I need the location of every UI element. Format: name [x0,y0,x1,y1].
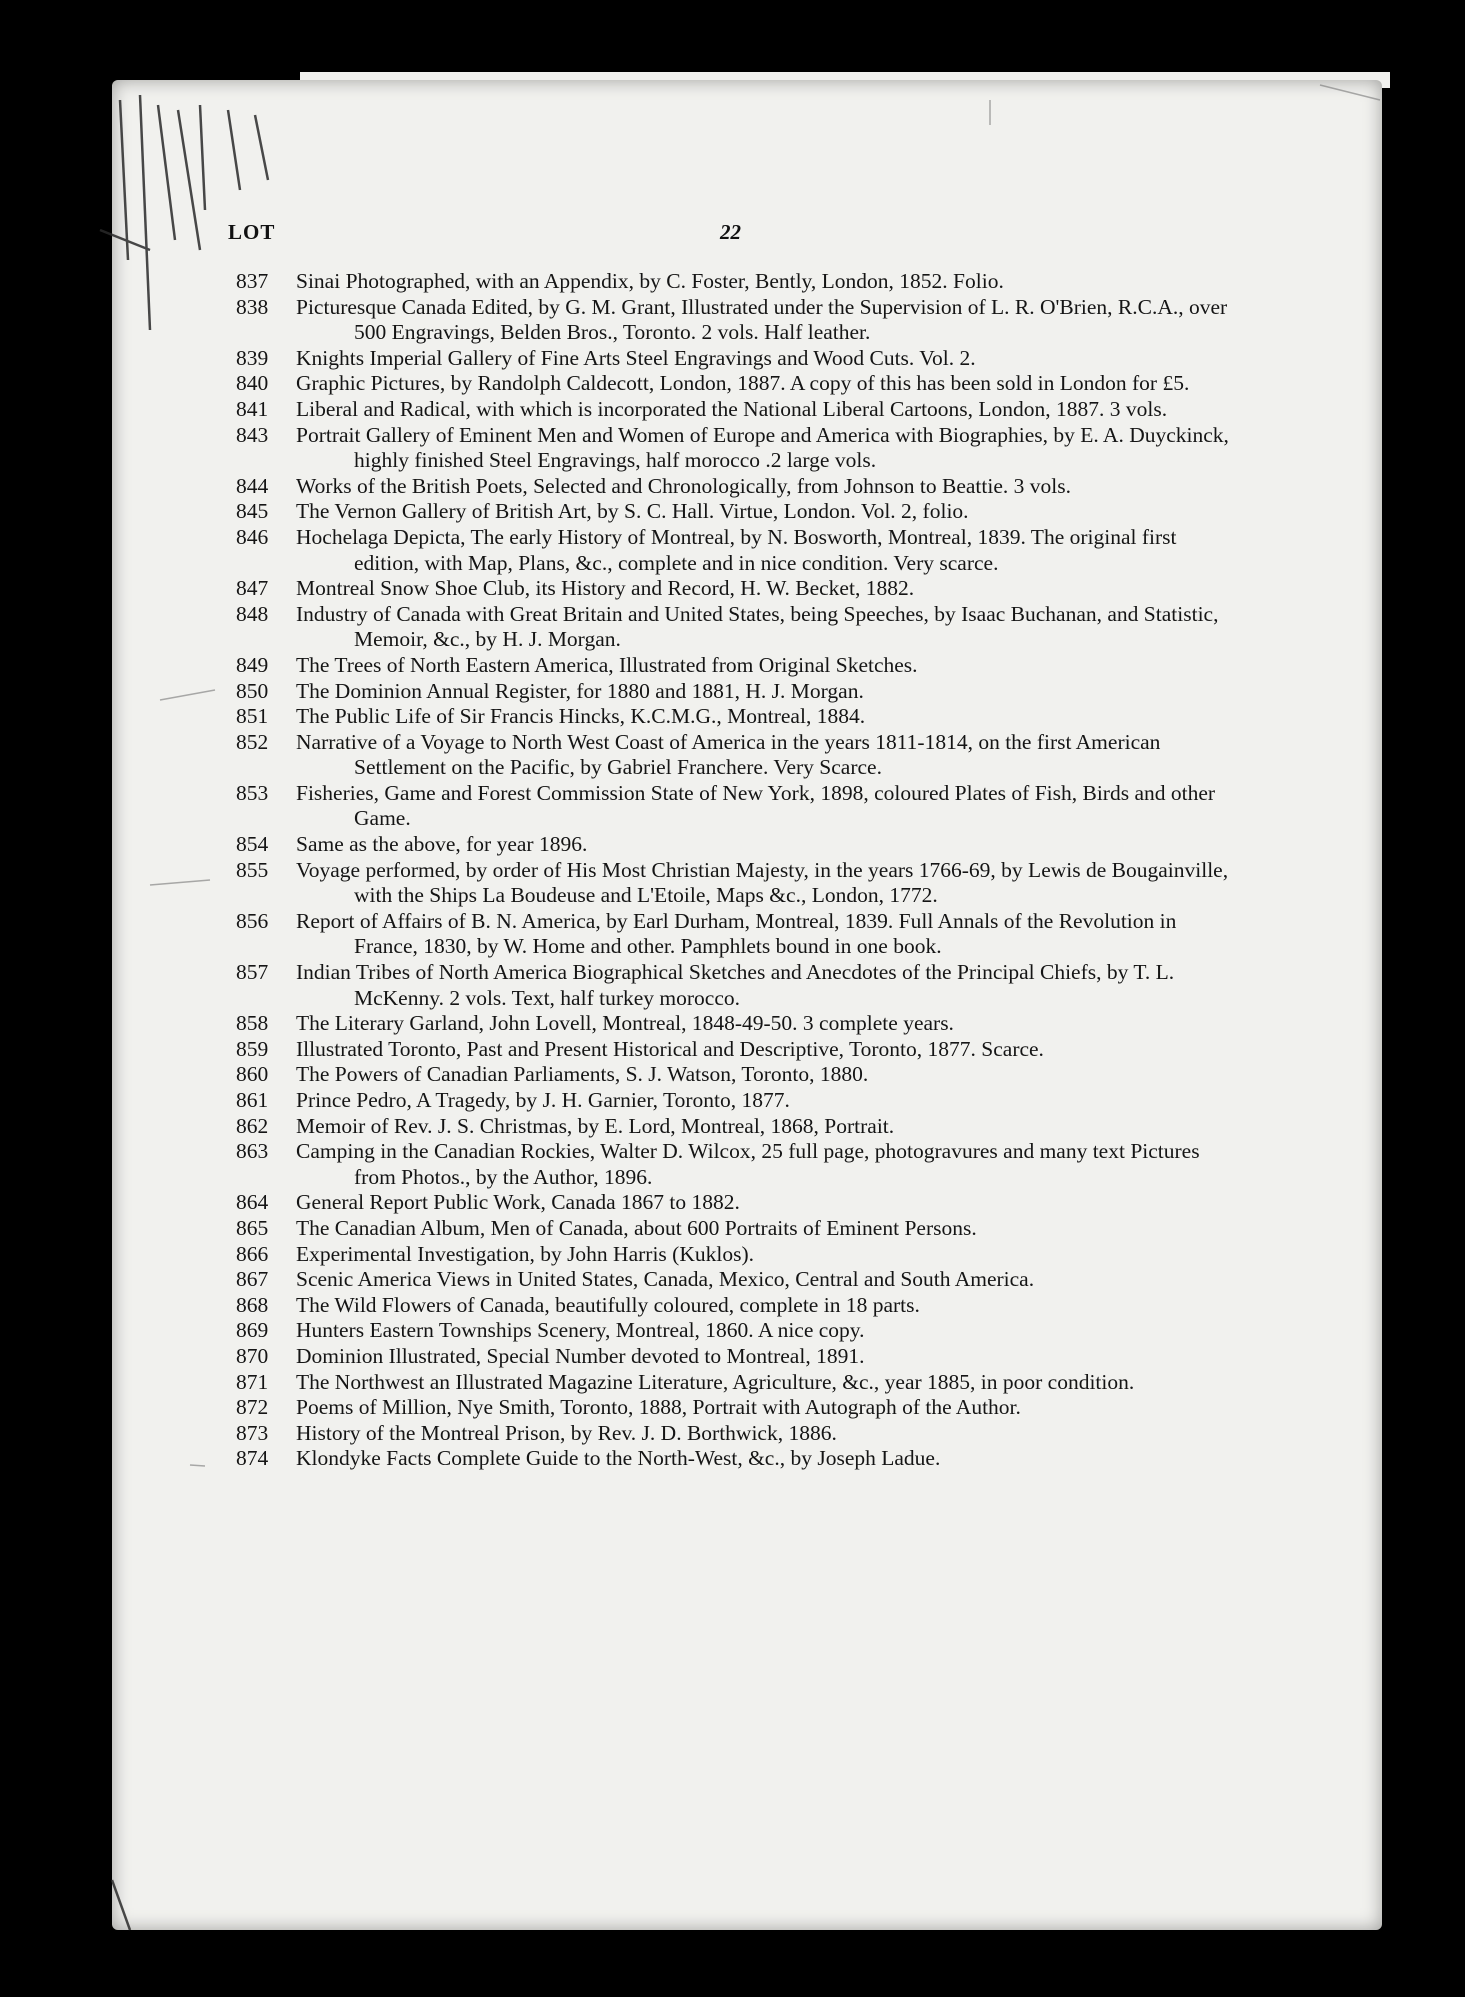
lot-entry [236,858,1244,909]
lot-number: 858 [236,1011,269,1036]
lot-number: 873 [236,1420,269,1445]
lot-entry [236,499,1244,525]
lot-number: 844 [236,473,269,498]
lot-description: Liberal and Radical, with which is incorporated the National Liberal Cartoons, London, 1887. 3 vols. [296,396,1168,421]
lot-description: The Public Life of Sir Francis Hincks, K.C.M.G., Montreal, 1884. [296,704,866,729]
lot-entry [236,576,1244,602]
lot-description: Voyage performed, by order of His Most Christian Majesty, in the years 1766-69, by Lewis de Bougainville, with the Ships La Boudeuse and L'Etoile, Maps &c., London, 1772. [296,857,1229,908]
lot-description: The Canadian Album, Men of Canada, about 600 Portraits of Eminent Persons. [296,1215,977,1240]
lot-number: 868 [236,1292,269,1317]
lot-number: 854 [236,832,269,857]
lot-description: Scenic America Views in United States, Canada, Mexico, Central and South America. [296,1267,1035,1292]
lot-description: Sinai Photographed, with an Appendix, by C. Foster, Bently, London, 1852. Folio. [296,269,1004,293]
lot-number: 861 [236,1088,269,1112]
page-number: 22 [720,220,741,244]
lot-description: Indian Tribes of North America Biographical Sketches and Anecdotes of the Principal Chiefs, by T. L. McKenny. 2 vols. Text, half turkey morocco. [296,960,1175,1010]
lot-entry [236,679,1244,705]
lot-number: 859 [236,1036,269,1061]
lot-entry [236,1318,1244,1344]
lot-number: 856 [236,908,269,933]
lot-description: Same as the above, for year 1896. [296,832,588,857]
lot-number: 864 [236,1190,269,1215]
lot-description: The Northwest an Illustrated Magazine Literature, Agriculture, &c., year 1885, in poor condition. [296,1369,1135,1394]
lot-description: Camping in the Canadian Rockies, Walter D. Wilcox, 25 full page, photogravures and many text Pictures from Photos., by the Author, 1896. [296,1139,1200,1189]
lot-number: 847 [236,576,269,601]
lot-number: 838 [236,294,269,319]
lot-entry [236,1062,1244,1088]
lot-entry [236,781,1244,832]
lot-entry [236,474,1244,500]
lot-description: History of the Montreal Prison, by Rev. J. D. Borthwick, 1886. [296,1420,837,1445]
lot-entry [236,1446,1244,1472]
lot-number: 852 [236,729,269,754]
lot-description: Klondyke Facts Complete Guide to the North-West, &c., by Joseph Ladue. [296,1446,941,1471]
lot-entry [236,909,1244,960]
lot-description: Narrative of a Voyage to North West Coast of America in the years 1811-1814, on the first American Settlement on the Pacific, by Gabriel Franchere. Very Scarce. [296,729,1161,780]
lot-number: 846 [236,524,269,549]
lot-number: 839 [236,345,269,370]
lot-number: 855 [236,857,269,882]
lot-number: 845 [236,499,269,524]
lot-description: Hochelaga Depicta, The early History of Montreal, by N. Bosworth, Montreal, 1839. The original first edition, with Map, Plans, &c., complete and in nice condition. Very scarce. [296,524,1177,575]
lot-entry [236,269,1244,295]
lot-entry [236,730,1244,781]
lot-entry [236,371,1244,397]
lot-number: 870 [236,1343,269,1368]
lot-description: Montreal Snow Shoe Club, its History and Record, H. W. Becket, 1882. [296,576,915,601]
lot-entry [236,602,1244,653]
lot-entry [236,295,1244,346]
lot-number: 857 [236,960,269,985]
lot-entry [236,832,1244,858]
lot-entry [236,423,1244,474]
lot-description: Illustrated Toronto, Past and Present Historical and Descriptive, Toronto, 1877. Scarce. [296,1036,1044,1061]
lot-number: 872 [236,1395,269,1420]
lot-description: Poems of Million, Nye Smith, Toronto, 1888, Portrait with Autograph of the Author. [296,1395,1021,1420]
lot-entry [236,1344,1244,1370]
lot-description: The Trees of North Eastern America, Illustrated from Original Sketches. [296,652,918,677]
lot-description: General Report Public Work, Canada 1867 to 1882. [296,1190,740,1215]
lot-entry [236,1190,1244,1216]
lot-number: 851 [236,704,269,729]
lot-entry [236,1370,1244,1396]
lot-number: 871 [236,1369,269,1394]
lot-description: Knights Imperial Gallery of Fine Arts Steel Engravings and Wood Cuts. Vol. 2. [296,345,976,370]
lot-description: Fisheries, Game and Forest Commission State of New York, 1898, coloured Plates of Fish, Birds and other Game. [296,780,1216,831]
lot-entry [236,704,1244,730]
lot-entry [236,1242,1244,1268]
lot-number: 837 [236,269,269,293]
lot-number: 853 [236,780,269,805]
lot-description: Hunters Eastern Townships Scenery, Montreal, 1860. A nice copy. [296,1318,865,1343]
lot-description: Graphic Pictures, by Randolph Caldecott, London, 1887. A copy of this has been sold in London for £5. [296,371,1190,396]
lot-number: 843 [236,422,269,447]
lot-description: Works of the British Poets, Selected and Chronologically, from Johnson to Beattie. 3 vols. [296,473,1071,498]
lot-description: The Literary Garland, John Lovell, Montreal, 1848-49-50. 3 complete years. [296,1011,954,1036]
lot-number: 850 [236,678,269,703]
lot-entry [236,1395,1244,1421]
lot-number: 860 [236,1062,269,1087]
lot-entry [236,960,1244,1011]
lot-number: 862 [236,1113,269,1138]
lot-description: Portrait Gallery of Eminent Men and Women of Europe and America with Biographies, by E. A. Duyckinck, highly finished Steel Engravings, half morocco .2 large vols. [296,422,1229,473]
lot-entry [236,1216,1244,1242]
lot-entry [236,1037,1244,1063]
lot-number: 865 [236,1215,269,1240]
lot-number: 867 [236,1267,269,1292]
lot-list [236,269,1244,1472]
lot-entry [236,1088,1244,1114]
lot-description: The Powers of Canadian Parliaments, S. J. Watson, Toronto, 1880. [296,1062,869,1087]
lot-entry [236,653,1244,679]
lot-entry [236,1267,1244,1293]
lot-number: 863 [236,1139,269,1164]
lot-description: Prince Pedro, A Tragedy, by J. H. Garnier, Toronto, 1877. [296,1088,790,1112]
lot-number: 840 [236,371,269,396]
lot-entry [236,1114,1244,1140]
lot-column-heading: LOT [228,220,276,244]
lot-number: 866 [236,1241,269,1266]
lot-description: Experimental Investigation, by John Harris (Kuklos). [296,1241,754,1266]
lot-number: 849 [236,652,269,677]
lot-number: 848 [236,601,269,626]
lot-number: 869 [236,1318,269,1343]
lot-description: The Dominion Annual Register, for 1880 and 1881, H. J. Morgan. [296,678,864,703]
lot-entry [236,397,1244,423]
lot-description: Report of Affairs of B. N. America, by Earl Durham, Montreal, 1839. Full Annals of the Revolution in France, 1830, by W. Home and other. Pamphlets bound in one book. [296,908,1177,959]
page-header [0,220,1465,260]
lot-entry [236,1421,1244,1447]
lot-description: Industry of Canada with Great Britain and United States, being Speeches, by Isaac Buchanan, and Statistic, Memoir, &c., by H. J. Morgan. [296,601,1219,652]
lot-entry [236,1293,1244,1319]
lot-entry [236,525,1244,576]
lot-description: Dominion Illustrated, Special Number devoted to Montreal, 1891. [296,1343,865,1368]
lot-description: The Wild Flowers of Canada, beautifully coloured, complete in 18 parts. [296,1292,920,1317]
lot-entry [236,1011,1244,1037]
lot-number: 874 [236,1446,269,1471]
lot-entry [236,1139,1244,1190]
lot-number: 841 [236,396,269,421]
lot-description: Picturesque Canada Edited, by G. M. Grant, Illustrated under the Supervision of L. R. O'Brien, R.C.A., over 500 Engravings, Belden Bros., Toronto. 2 vols. Half leather. [296,294,1228,345]
lot-entry [236,346,1244,372]
lot-description: Memoir of Rev. J. S. Christmas, by E. Lord, Montreal, 1868, Portrait. [296,1113,895,1138]
lot-description: The Vernon Gallery of British Art, by S. C. Hall. Virtue, London. Vol. 2, folio. [296,499,969,524]
